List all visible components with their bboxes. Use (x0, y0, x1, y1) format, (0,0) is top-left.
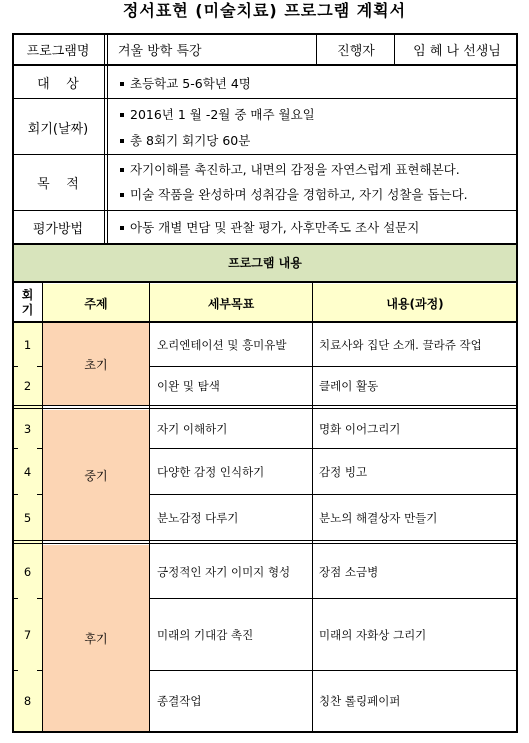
detail-goal: 미래의 기대감 촉진 (157, 627, 254, 642)
detail-goal: 자기 이해하기 (157, 422, 228, 436)
detail-content: 장점 소금병 (319, 564, 379, 579)
detail-content: 미래의 자화상 그리기 (319, 627, 427, 642)
sessions-label: 회기(날짜) (27, 121, 89, 137)
session-number: 8 (23, 694, 32, 708)
detail-goal: 긍정적인 자기 이미지 형성 (157, 564, 291, 579)
target-text: 초등학교 5-6학년 4명 (130, 76, 251, 91)
detail-content: 분노의 해결상자 만들기 (319, 510, 438, 525)
detail-goal: 다양한 감정 인식하기 (157, 464, 265, 479)
detail-content: 칭찬 롤링페이퍼 (319, 694, 401, 708)
detail-goal: 오리엔테이션 및 흥미유발 (157, 337, 287, 352)
detail-content: 클레이 활동 (319, 379, 379, 393)
target-item (120, 74, 251, 92)
header-session: 회기 (21, 288, 34, 317)
session-number: 7 (23, 627, 32, 642)
header-theme: 주제 (84, 296, 108, 311)
phase-initial: 초기 (84, 357, 108, 372)
detail-goal: 이완 및 탐색 (157, 379, 220, 393)
session-number: 4 (23, 464, 32, 479)
eval-item (120, 218, 419, 236)
goal-text-2: 미술 작품을 완성하며 성취감을 경험하고, 자기 성찰을 돕는다. (130, 187, 468, 202)
phase-middle: 중기 (84, 468, 108, 483)
bullet-icon (120, 82, 124, 86)
program-name-value: 겨울 방학 특강 (118, 43, 202, 59)
goal-item-2 (120, 185, 468, 203)
session-number: 6 (23, 564, 32, 579)
session-number: 5 (23, 510, 32, 525)
header-content: 내용(과정) (386, 296, 444, 311)
sessions-text-1: 2016년 1 월 -2월 중 매주 월요일 (130, 107, 315, 122)
detail-goal: 분노감정 다루기 (157, 510, 239, 525)
eval-text: 아동 개별 면담 및 관찰 평가, 사후만족도 조사 설문지 (130, 220, 420, 235)
bullet-icon (120, 193, 124, 197)
sessions-item-2 (120, 131, 250, 149)
page-title: 정서표현 (미술치료) 프로그램 계획서 (122, 1, 407, 20)
target-label: 대 상 (37, 76, 79, 92)
program-name-label: 프로그램명 (26, 43, 90, 59)
goal-item-1 (120, 160, 460, 178)
leader-label: 진행자 (337, 43, 375, 59)
eval-label: 평가방법 (32, 221, 84, 237)
section-title: 프로그램 내용 (13, 244, 517, 281)
detail-goal: 종결작업 (157, 694, 202, 708)
bullet-icon (120, 226, 124, 230)
session-number: 1 (23, 337, 32, 352)
sessions-item-1 (120, 105, 315, 123)
bullet-icon (120, 113, 124, 117)
leader-value: 임 혜 나 선생님 (413, 43, 501, 59)
sessions-text-2: 총 8회기 회기당 60분 (130, 133, 251, 148)
bullet-icon (120, 139, 124, 143)
goal-label: 목 적 (37, 177, 79, 192)
header-goal: 세부목표 (207, 296, 255, 311)
phase-late: 후기 (84, 631, 108, 646)
session-number: 2 (23, 379, 32, 393)
detail-content: 치료사와 집단 소개. 끌라쥬 작업 (319, 337, 482, 352)
detail-content: 명화 이어그리기 (319, 422, 401, 436)
session-number: 3 (23, 422, 32, 436)
goal-text-1: 자기이해를 촉진하고, 내면의 감정을 자연스럽게 표현해본다. (130, 162, 460, 177)
detail-content: 감정 빙고 (319, 464, 368, 479)
bullet-icon (120, 168, 124, 172)
